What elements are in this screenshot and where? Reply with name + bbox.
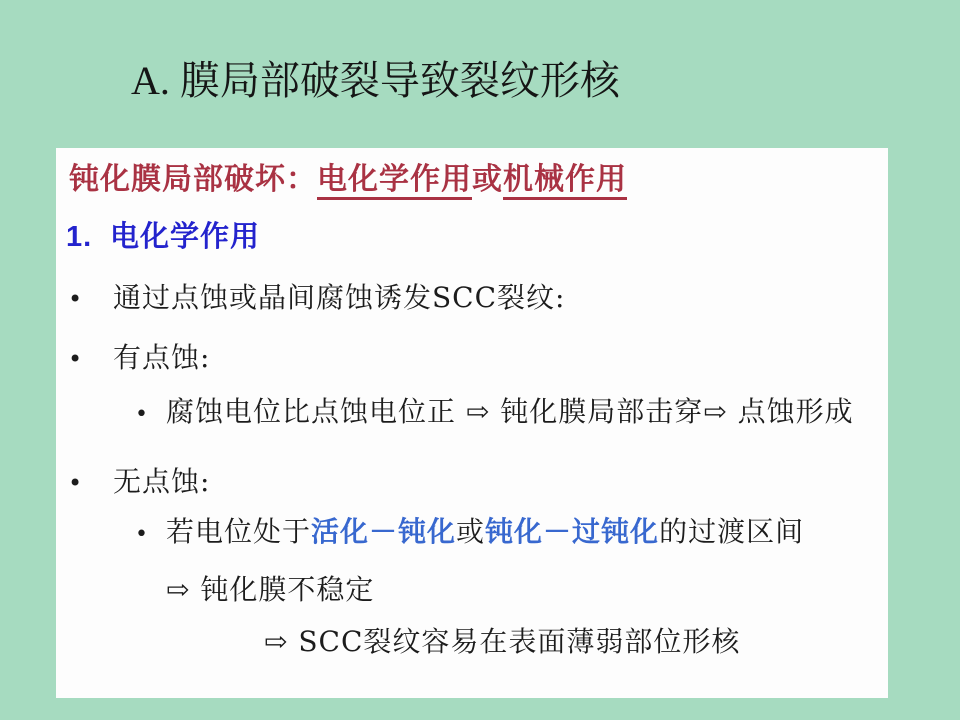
bullet-scc-text: 通过点蚀或晶间腐蚀诱发SCC裂纹:	[113, 281, 566, 314]
headline	[69, 154, 627, 198]
bullet-with-pitting	[68, 336, 210, 376]
slide-title: A. 膜局部破裂导致裂纹形核	[131, 58, 620, 103]
section-heading	[66, 214, 260, 255]
content-panel	[56, 148, 888, 698]
bullet-scc-induced	[68, 276, 565, 316]
bullet-icon: •	[68, 469, 84, 497]
bullet-with-pitting-text: 有点蚀:	[113, 341, 211, 374]
headline-underlined-mechanical: 机械作用	[503, 163, 627, 200]
bullet-icon: •	[135, 522, 149, 547]
bullet-no-pitting	[68, 460, 210, 500]
arrow-line-scc-nucleation-text: ⇨ SCC裂纹容易在表面薄弱部位形核	[264, 625, 741, 658]
potential-seg1: 若电位处于	[166, 515, 312, 548]
section-heading-label: 电化学作用	[110, 221, 261, 253]
bullet-no-pitting-text: 无点蚀:	[113, 465, 211, 498]
arrow-line-scc-nucleation	[264, 620, 740, 660]
term-passive-transpassive: 钝化－过钝化	[485, 515, 660, 548]
sub-bullet-potential-range	[135, 510, 804, 550]
bullet-icon: •	[68, 345, 84, 373]
arrow-line-unstable-film	[166, 568, 374, 608]
bullet-icon: •	[68, 285, 84, 313]
term-active-passive: 活化－钝化	[311, 515, 457, 548]
potential-seg2: 或	[456, 515, 486, 548]
headline-connector: 或	[472, 163, 503, 196]
section-number: 1.	[66, 221, 93, 253]
sub-bullet-pitting-text: 腐蚀电位比点蚀电位正 ⇨ 钝化膜局部击穿⇨ 点蚀形成	[166, 395, 854, 428]
bullet-icon: •	[135, 402, 149, 427]
potential-seg3: 的过渡区间	[659, 515, 805, 548]
arrow-line-unstable-film-text: ⇨ 钝化膜不稳定	[166, 573, 375, 606]
headline-prefix: 钝化膜局部破坏：	[69, 163, 317, 196]
headline-underlined-electrochemical: 电化学作用	[317, 163, 472, 200]
sub-bullet-pitting-chain	[135, 390, 854, 430]
